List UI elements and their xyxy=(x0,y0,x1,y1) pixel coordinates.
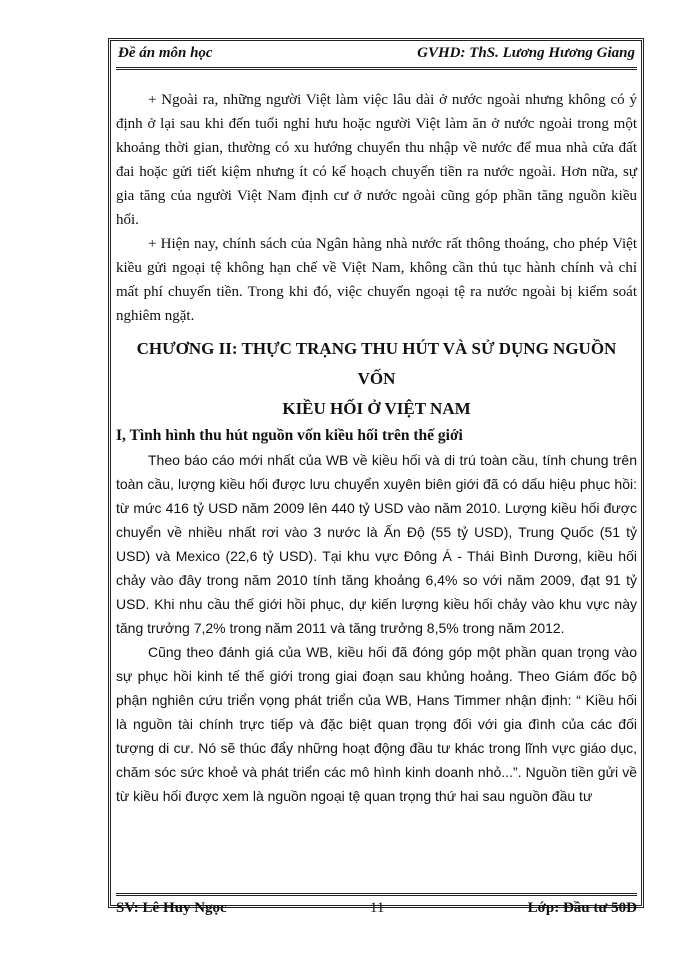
document-body xyxy=(116,88,637,808)
page-number: 11 xyxy=(369,900,385,916)
paragraph: + Ngoài ra, những người Việt làm việc lâu dài ở nước ngoài nhưng không có ý định ở lại sau khi đến tuổi nghỉ hưu hoặc người Việt làm ăn ở nước ngoài trong một khoảng thời gian, thường có xu hướng chuyển thu nhập về nước để mua nhà cửa đất đai hoặc gửi tiết kiệm nhưng ít có kế hoạch chuyển tiền ra nước ngoài. Hơn nữa, sự gia tăng của người Việt Nam định cư ở nước ngoài cũng góp phần tăng nguồn kiều hối. xyxy=(116,92,637,228)
paragraph: Theo báo cáo mới nhất của WB về kiều hối và di trú toàn cầu, tính chung trên toàn cầu, lượng kiều hối được lưu chuyển xuyên biên giới đã có dấu hiệu phục hồi: từ mức 416 tỷ USD năm 2009 lên 440 tỷ USD vào năm 2010. Lượng kiều hối được chuyển về nhiều nhất rơi vào 3 nước là Ấn Độ (55 tỷ USD), Trung Quốc (51 tỷ USD) và Mexico (22,6 tỷ USD). Tại khu vực Đông Á - Thái Bình Dương, kiều hối chảy vào đây trong năm 2010 tính tăng khoảng 6,4% so với năm 2009, đạt 91 tỷ USD. Khi nhu cầu thế giới hồi phục, dự kiến lượng kiều hối chảy vào khu vực này tăng trưởng 7,2% trong năm 2011 và tăng trưởng 8,5% trong năm 2012. xyxy=(116,452,637,636)
paragraph: Cũng theo đánh giá của WB, kiều hối đã đóng góp một phần quan trọng vào sự phục hồi kinh tế thế giới trong giai đoạn sau khủng hoảng. Theo Giám đốc bộ phận nghiên cứu triển vọng phát triển của WB, Hans Timmer nhận định: “ Kiều hối là nguồn tài chính trực tiếp và đặc biệt quan trọng đối với gia đình của các đối tượng di cư. Nó sẽ thúc đẩy những hoạt động đầu tư khác trong lĩnh vực giáo dục, chăm sóc sức khoẻ và phát triển các mô hình kinh doanh nhỏ...”. Nguồn tiền gửi về từ kiều hối được xem là nguồn ngoại tệ quan trọng thứ hai sau nguồn đầu tư xyxy=(116,644,637,804)
paragraph: + Hiện nay, chính sách của Ngân hàng nhà nước rất thông thoáng, cho phép Việt kiều gửi ngoại tệ không hạn chế về Việt Nam, không cần thủ tục hành chính và chỉ mất phí chuyển tiền. Trong khi đó, việc chuyển ngoại tệ ra nước ngoài bị kiểm soát nghiêm ngặt. xyxy=(116,236,637,324)
page-footer xyxy=(116,893,637,917)
chapter-heading xyxy=(116,334,637,424)
footer-class: Lớp: Đầu tư 50D xyxy=(527,900,637,916)
page-header xyxy=(116,40,637,70)
footer-student: SV: Lê Huy Ngọc xyxy=(116,900,227,916)
section-heading: I, Tình hình thu hút nguồn vốn kiều hối trên thế giới xyxy=(116,427,463,444)
chapter-heading-line: KIỀU HỐI Ở VIỆT NAM xyxy=(282,399,471,418)
header-subject: Đề án môn học xyxy=(118,45,213,61)
chapter-heading-line: CHƯƠNG II: THỰC TRẠNG THU HÚT VÀ SỬ DỤNG NGUỒN VỐN xyxy=(136,339,617,388)
header-advisor: GVHD: ThS. Lương Hương Giang xyxy=(417,45,635,61)
